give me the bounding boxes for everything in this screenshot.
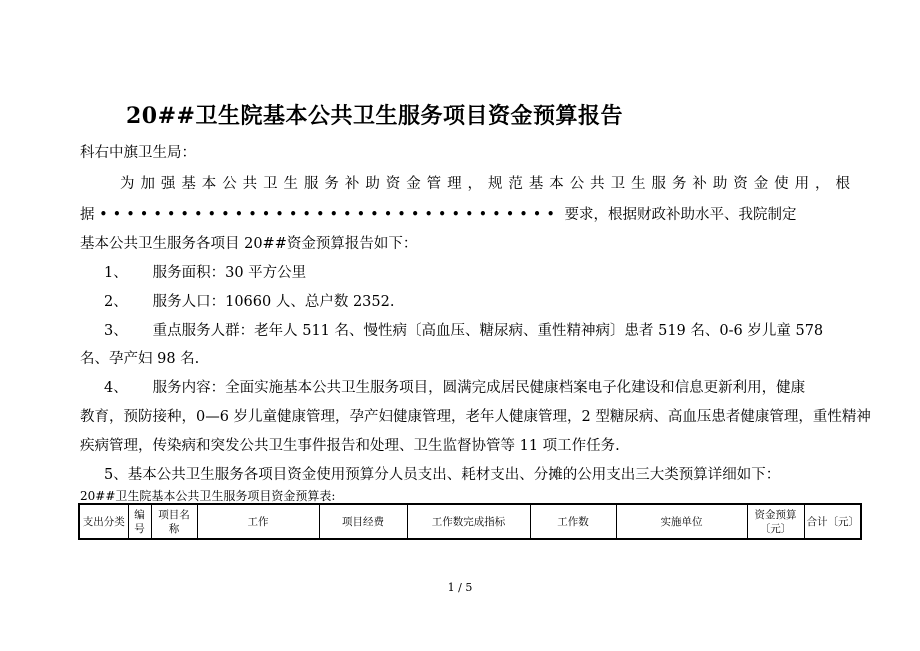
list-item-text: 重点服务人群：老年人 511 名、慢性病〔高血压、糖尿病、重性精神病〕患者 519 名、0-6 岁儿童 578 (152, 323, 824, 339)
dotted-leader: •••••••••••••••••••••••••••••••••• (99, 207, 560, 223)
header-work: 工作 (197, 504, 319, 539)
budget-table (78, 503, 862, 540)
list-item-number: 3、 (104, 323, 128, 339)
list-item-text: 服务人口：10660 人、总户数 2352. (152, 294, 395, 310)
header-total: 合计〔元〕 (804, 504, 861, 539)
header-expense-category: 支出分类 (79, 504, 128, 539)
intro-line-2 (80, 205, 850, 225)
list-item-5: 5、基本公共卫生服务各项目资金使用预算分人员支出、耗材支出、分摊的公用支出三大类预算详细如下： (104, 467, 781, 483)
intro-line-2-end: 要求，根据财政补助水平、我院制定 (564, 207, 797, 223)
list-item-text: 服务面积：30 平方公里 (152, 265, 307, 281)
header-completion-target: 工作数完成指标 (407, 504, 530, 539)
list-item-continuation: 教育，预防接种，0—6 岁儿童健康管理，孕产妇健康管理，老年人健康管理，2 型糖尿病、高血压患者健康管理，重性精神 (80, 409, 871, 425)
list-item-continuation: 名、孕产妇 98 名. (80, 351, 200, 367)
intro-line-3: 基本公共卫生服务各项目 20##资金预算报告如下： (80, 236, 418, 252)
header-implementing-unit: 实施单位 (616, 504, 747, 539)
list-item-continuation: 疾病管理，传染病和突发公共卫生事件报告和处理、卫生监督协管等 11 项工作任务. (80, 438, 620, 454)
page-title: 20##卫生院基本公共卫生服务项目资金预算报告 (126, 103, 623, 129)
header-project-funds: 项目经费 (319, 504, 407, 539)
header-work-count: 工作数 (530, 504, 616, 539)
list-item-number: 2、 (104, 294, 128, 310)
header-project-name: 项目名称 (151, 504, 197, 539)
table-header-row (79, 504, 861, 539)
list-item (104, 321, 823, 341)
page-number: 1 / 5 (447, 581, 473, 594)
list-item-number: 4、 (104, 380, 128, 396)
table-caption: 20##卫生院基本公共卫生服务项目资金预算表: (80, 489, 336, 503)
header-number: 编号 (128, 504, 151, 539)
list-item (104, 292, 394, 312)
list-item (104, 378, 805, 398)
header-budget: 资金预算〔元〕 (747, 504, 804, 539)
list-item-text: 服务内容：全面实施基本公共卫生服务项目，圆满完成居民健康档案电子化建设和信息更新利用，健康 (152, 380, 806, 396)
intro-line-2-start: 据 (80, 207, 95, 223)
list-item (104, 263, 306, 283)
list-item-number: 1、 (104, 265, 128, 281)
salutation: 科右中旗卫生局： (80, 145, 196, 161)
intro-line-1: 为加强基本公共卫生服务补助资金管理，规范基本公共卫生服务补助资金使用，根 (120, 176, 850, 192)
